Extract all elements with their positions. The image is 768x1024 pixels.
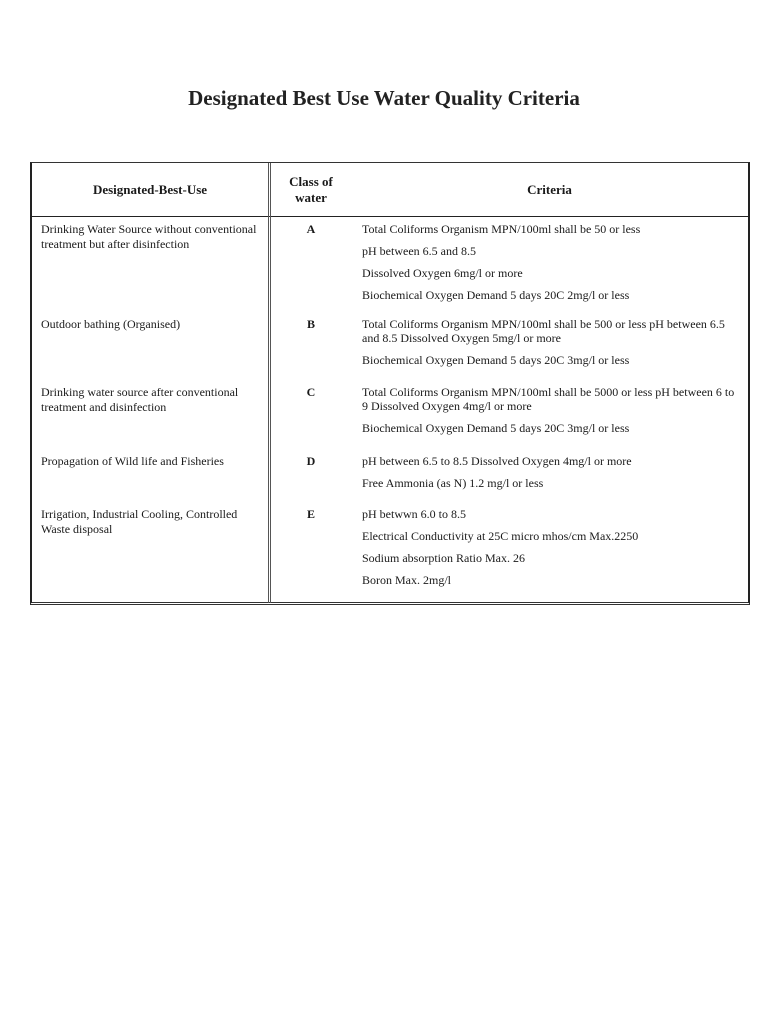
criteria-cell	[351, 379, 748, 448]
class-cell: C	[268, 379, 351, 448]
criteria-item: Total Coliforms Organism MPN/100ml shall be 50 or less	[362, 222, 641, 236]
criteria-item: Biochemical Oxygen Demand 5 days 20C 2mg/l or less	[362, 288, 630, 302]
table-row	[32, 448, 748, 501]
criteria-item: pH betwwn 6.0 to 8.5	[362, 507, 466, 521]
class-cell: D	[268, 448, 351, 501]
table-header-row	[32, 163, 748, 217]
criteria-item: Electrical Conductivity at 25C micro mhos/cm Max.2250	[362, 529, 639, 543]
criteria-item: pH between 6.5 to 8.5 Dissolved Oxygen 4mg/l or more	[362, 454, 632, 468]
criteria-cell	[351, 448, 748, 501]
criteria-item: Free Ammonia (as N) 1.2 mg/l or less	[362, 476, 544, 490]
use-cell: Outdoor bathing (Organised)	[41, 317, 181, 331]
class-cell: B	[268, 311, 351, 379]
criteria-item: Total Coliforms Organism MPN/100ml shall be 500 or less pH between 6.5 and 8.5 Dissolved Oxygen 5mg/l or more	[362, 317, 725, 345]
use-cell: Drinking water source after conventional treatment and disinfection	[41, 385, 239, 414]
criteria-table	[30, 162, 750, 605]
use-cell: Drinking Water Source without conventional treatment but after disinfection	[41, 222, 257, 251]
class-cell: A	[268, 216, 351, 311]
class-cell: E	[268, 501, 351, 603]
use-cell: Propagation of Wild life and Fisheries	[41, 454, 224, 468]
criteria-item: Dissolved Oxygen 6mg/l or more	[362, 266, 523, 280]
use-cell: Irrigation, Industrial Cooling, Controlled Waste disposal	[41, 507, 238, 536]
criteria-item: Total Coliforms Organism MPN/100ml shall be 5000 or less pH between 6 to 9 Dissolved Oxygen 4mg/l or more	[362, 385, 735, 413]
header-criteria: Criteria	[527, 181, 572, 197]
criteria-item: Biochemical Oxygen Demand 5 days 20C 3mg/l or less	[362, 353, 630, 367]
criteria-item: Biochemical Oxygen Demand 5 days 20C 3mg/l or less	[362, 421, 630, 435]
criteria-cell	[351, 216, 748, 311]
header-designated-best-use: Designated-Best-Use	[92, 181, 208, 197]
table-row	[32, 311, 748, 379]
table-row	[32, 379, 748, 448]
header-class-of-water: Class of water	[268, 163, 351, 216]
page-title: Designated Best Use Water Quality Criteria	[188, 86, 580, 110]
criteria-item: Boron Max. 2mg/l	[362, 573, 451, 587]
criteria-item: Sodium absorption Ratio Max. 26	[362, 551, 525, 565]
table-row	[32, 216, 748, 311]
criteria-cell	[351, 311, 748, 379]
criteria-table-container	[30, 162, 750, 605]
table-row	[32, 501, 748, 603]
criteria-item: pH between 6.5 and 8.5	[362, 244, 476, 258]
criteria-cell	[351, 501, 748, 603]
